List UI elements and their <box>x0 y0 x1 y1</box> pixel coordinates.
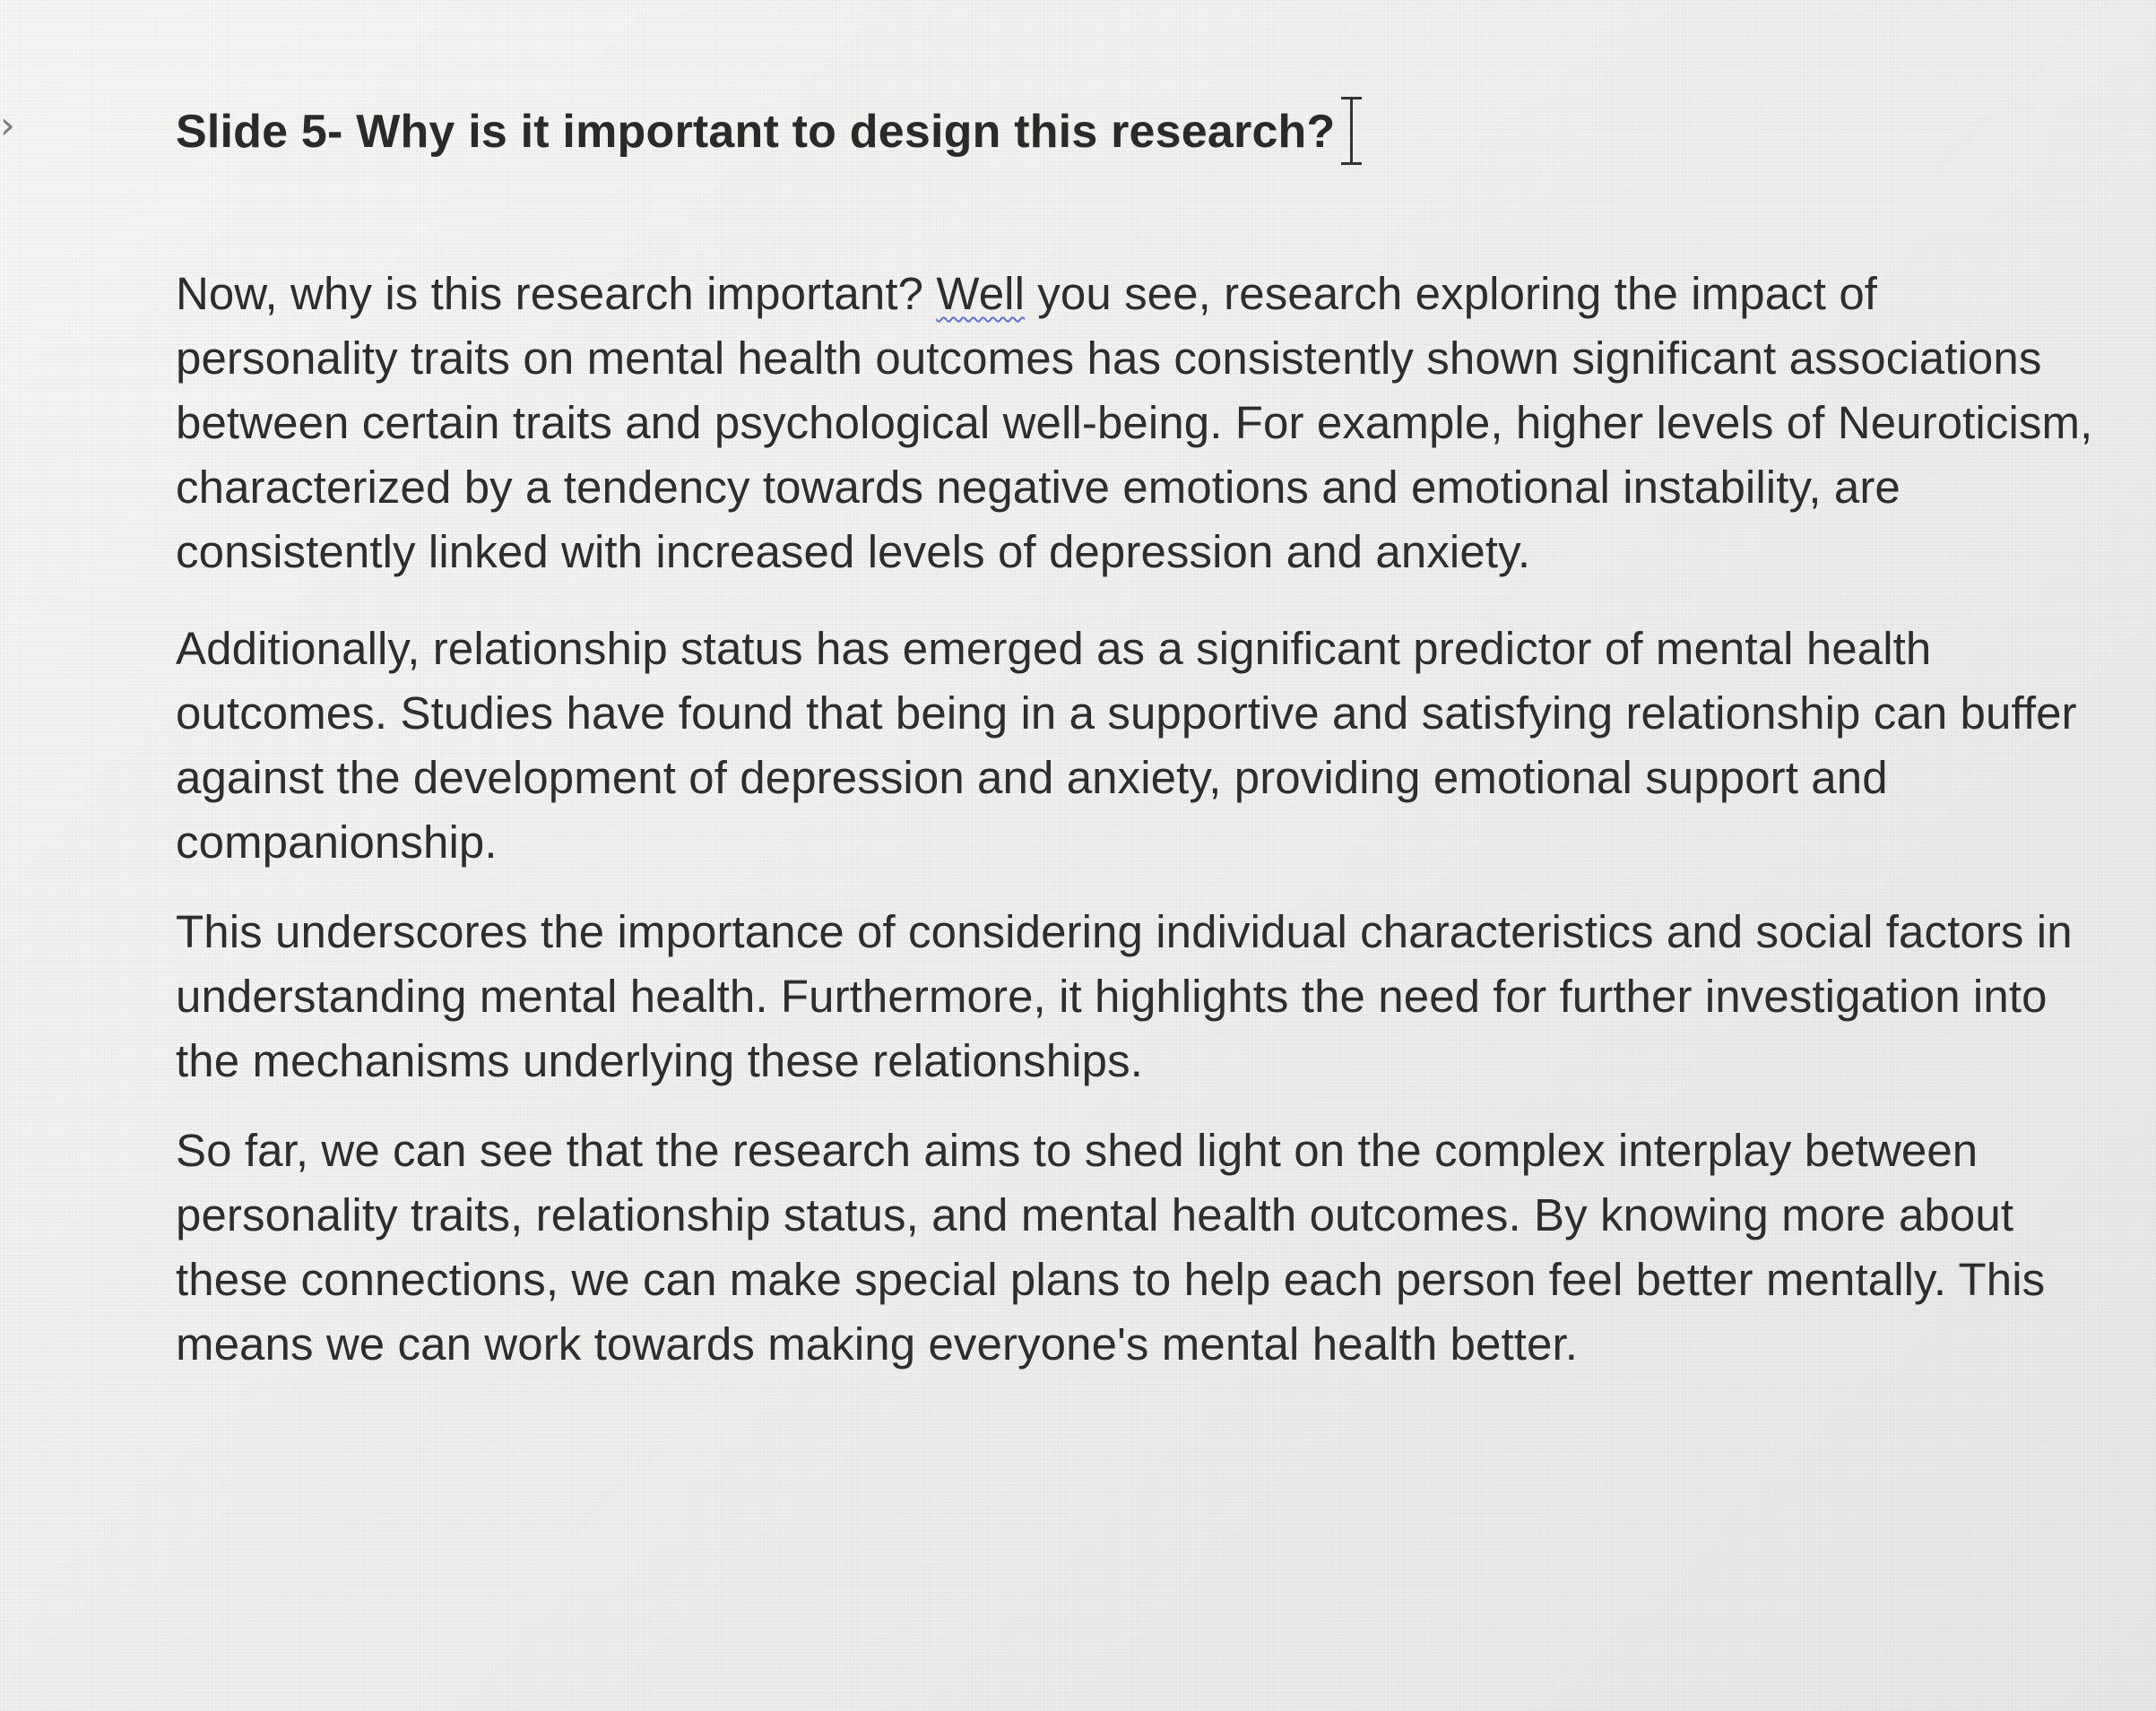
chevron-right-icon[interactable]: › <box>0 103 15 147</box>
spellcheck-flagged-word[interactable]: Well <box>936 268 1026 319</box>
paragraph: This underscores the importance of considering individual characteristics and social factors in understanding mental health. Furthermore, it highlights the need for further investigation into the mechanisms underlying these relationships. <box>176 906 2073 1086</box>
slide-title <box>176 97 2103 165</box>
paragraph-text: Now, why is this research important? <box>176 268 937 319</box>
paragraph-text: you see, research exploring the impact of personality traits on mental health outcomes has consistently shown significant associations between certain traits and psychological well-being. For example, higher levels of Neuroticism, characterized by a tendency towards negative emotions and emotional instability, are consistently linked with increased levels of depression and anxiety. <box>176 268 2093 577</box>
paragraph <box>176 262 2103 584</box>
paragraph: Additionally, relationship status has emerged as a significant predictor of mental health outcomes. Studies have found that being in a supportive and satisfying relationship can buffer against the development of depression and anxiety, providing emotional support and companionship. <box>176 623 2077 868</box>
text-cursor-icon <box>1339 97 1364 165</box>
paragraph: So far, we can see that the research aims to shed light on the complex interplay between personality traits, relationship status, and mental health outcomes. By knowing more about these connections, we can make special plans to help each person feel better mentally. This means we can work towards making everyone's mental health better. <box>176 1125 2046 1370</box>
slide-title-text: Slide 5- Why is it important to design this research? <box>176 106 1336 158</box>
document-body[interactable] <box>176 97 2103 1377</box>
